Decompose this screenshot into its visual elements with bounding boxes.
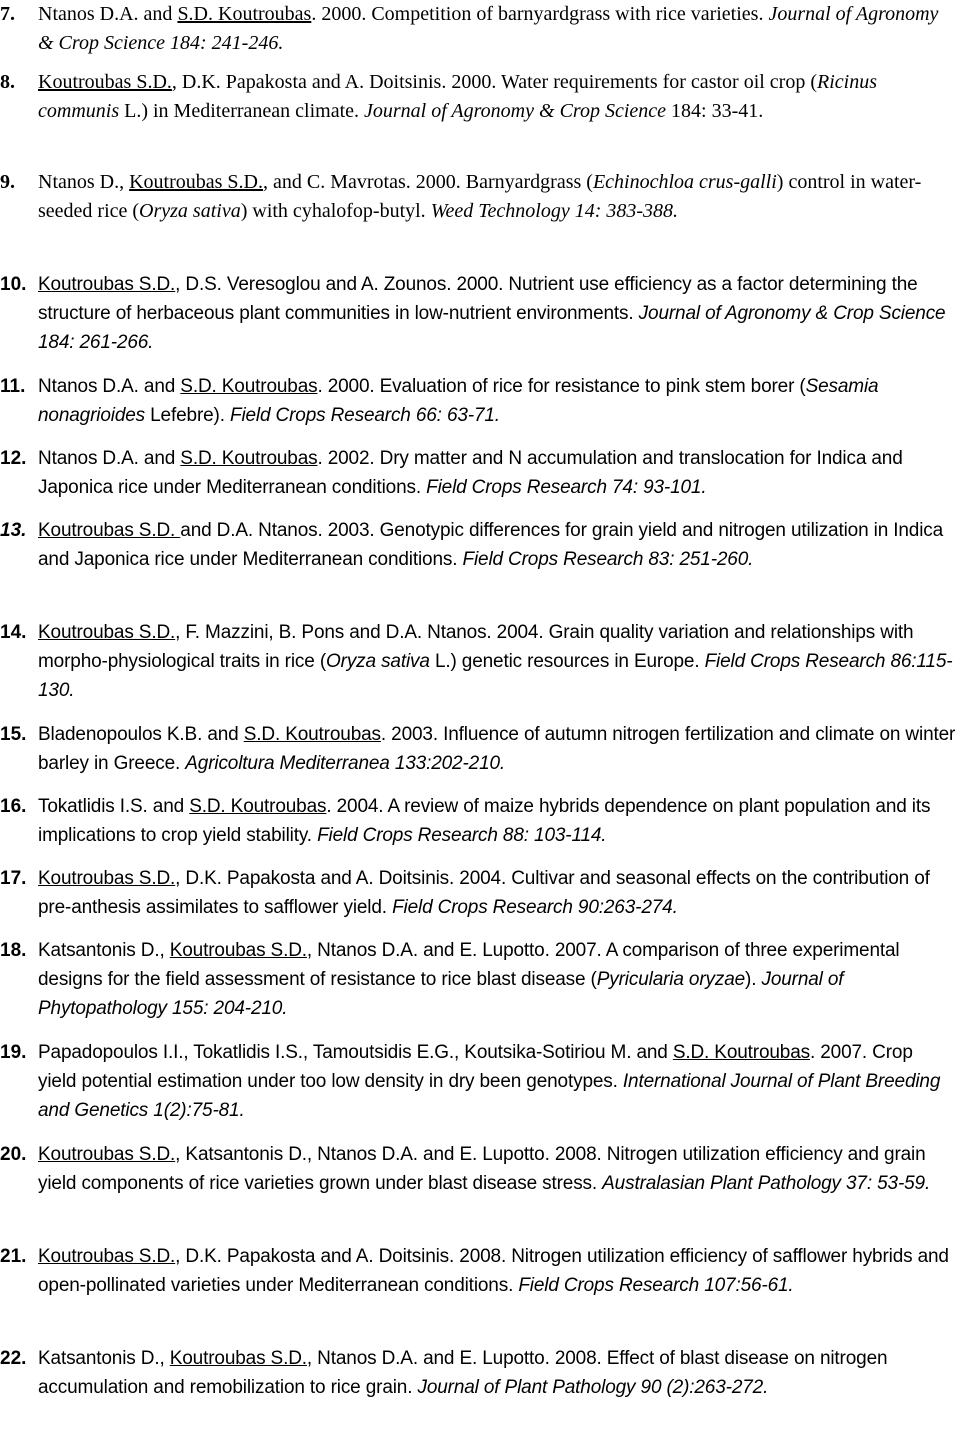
reference-number: 16. xyxy=(0,796,27,817)
italic-text: Oryza sativa xyxy=(326,651,430,672)
italic-text: Journal of Agronomy & Crop Science 184: 241-246. xyxy=(38,3,939,54)
author-name-underlined: Koutroubas S.D. xyxy=(129,171,263,193)
reference-number: 7. xyxy=(0,3,15,25)
reference-number: 19. xyxy=(0,1042,27,1063)
reference-segment: ). xyxy=(745,969,762,990)
author-name-underlined: S.D. Koutroubas xyxy=(177,3,312,25)
reference-segment: L.) genetic resources in Europe. xyxy=(429,651,705,672)
reference-segment: . 2003. Influence of autumn nitrogen fertilization and climate on winter barley in Greece. xyxy=(38,724,956,774)
reference-segment: , D.K. Papakosta and A. Doitsinis. 2008. Nitrogen utilization efficiency of safflower hybrids and open-pollinated varieties under Mediterranean conditions. xyxy=(38,1246,949,1296)
reference-segment: Ntanos D.A. and xyxy=(38,448,181,469)
reference-number: 13. xyxy=(0,520,27,541)
italic-text: Ricinus communis xyxy=(38,71,877,122)
author-name-underlined: Koutroubas S.D. xyxy=(38,1144,176,1165)
reference-segment: . 2004. A review of maize hybrids dependence on plant population and its implications to crop yield stability. xyxy=(38,796,931,846)
author-name-underlined: S.D. Koutroubas xyxy=(180,376,318,397)
reference-text xyxy=(38,516,956,574)
italic-text: Field Crops Research 86:115-130. xyxy=(38,651,953,701)
reference-text xyxy=(38,0,956,58)
author-name-underlined: Koutroubas S.D. xyxy=(169,940,307,961)
author-name-underlined: Koutroubas S.D. xyxy=(169,1348,307,1369)
reference-segment: , and C. Mavrotas. 2000. Barnyardgrass ( xyxy=(263,171,593,193)
reference-segment: Ntanos D., xyxy=(38,171,130,193)
reference-number: 14. xyxy=(0,622,27,643)
reference-segment: Katsantonis D., xyxy=(38,940,170,961)
italic-text: Field Crops Research 74: 93-101. xyxy=(426,477,707,498)
reference-segment: L.) in Mediterranean climate. xyxy=(119,100,365,122)
italic-text: Weed Technology 14: 383-388. xyxy=(430,200,679,222)
reference-segment: Ntanos D.A. and xyxy=(38,3,178,25)
reference-segment: Papadopoulos I.I., Tokatlidis I.S., Tamoutsidis E.G., Koutsika-Sotiriou M. and xyxy=(38,1042,673,1063)
reference-number: 18. xyxy=(0,940,27,961)
reference-number: 21. xyxy=(0,1246,27,1267)
reference-text xyxy=(38,720,956,778)
italic-text: Field Crops Research 90:263-274. xyxy=(392,897,678,918)
reference-segment: . 2000. Competition of barnyardgrass with rice varieties. xyxy=(311,3,769,25)
italic-text: Field Crops Research 88: 103-114. xyxy=(317,825,607,846)
reference-segment: Katsantonis D., xyxy=(38,1348,170,1369)
reference-segment: Ntanos D.A. and xyxy=(38,376,181,397)
italic-text: Echinochloa crus-galli xyxy=(592,171,777,193)
author-name-underlined: S.D. Koutroubas xyxy=(672,1042,810,1063)
reference-text xyxy=(38,1140,956,1198)
author-name-underlined: Koutroubas S.D. xyxy=(38,622,176,643)
italic-text: International Journal of Plant Breeding and Genetics 1(2):75-81. xyxy=(38,1071,941,1121)
reference-segment: , Katsantonis D., Ntanos D.A. and E. Lupotto. 2008. Nitrogen utilization efficiency and grain yield components of rice varieties grown under blast disease stress. xyxy=(38,1144,926,1194)
italic-text: Agricoltura Mediterranea 133:202-210. xyxy=(185,753,506,774)
reference-segment: 184: 33-41. xyxy=(666,100,764,122)
reference-segment: , D.K. Papakosta and A. Doitsinis. 2000. Water requirements for castor oil crop ( xyxy=(171,71,817,93)
italic-text: Journal of Agronomy & Crop Science xyxy=(364,100,667,122)
author-name-underlined: S.D. Koutroubas xyxy=(189,796,327,817)
italic-text: Oryza sativa xyxy=(139,200,241,222)
italic-text: Sesamia nonagrioides xyxy=(38,376,879,426)
italic-text: Journal of Agronomy & Crop Science 184: 261-266. xyxy=(38,303,946,353)
reference-text xyxy=(38,1242,956,1300)
reference-segment: . 2007. Crop yield potential estimation under too low density in dry been genotypes. xyxy=(38,1042,913,1092)
reference-text xyxy=(38,792,956,850)
reference-number: 12. xyxy=(0,448,27,469)
reference-segment: , D.K. Papakosta and A. Doitsinis. 2004. Cultivar and seasonal effects on the contribution of pre-anthesis assimilates to safflower yield. xyxy=(38,868,930,918)
italic-text: Field Crops Research 107:56-61. xyxy=(518,1275,794,1296)
reference-segment: . 2002. Dry matter and N accumulation and translocation for Indica and Japonica rice under Mediterranean conditions. xyxy=(38,448,903,498)
author-name-underlined: Koutroubas S.D. xyxy=(38,520,181,541)
author-name-underlined: Koutroubas S.D. xyxy=(38,868,176,889)
reference-text xyxy=(38,1344,956,1402)
reference-number: 10. xyxy=(0,274,27,295)
reference-number: 8. xyxy=(0,71,15,93)
italic-text: Journal of Phytopathology 155: 204-210. xyxy=(38,969,844,1019)
reference-segment: , Ntanos D.A. and E. Lupotto. 2007. A comparison of three experimental designs for the field assessment of resistance to rice blast disease ( xyxy=(38,940,900,990)
reference-text xyxy=(38,936,956,1023)
reference-segment: and D.A. Ntanos. 2003. Genotypic differences for grain yield and nitrogen utilization in Indica and Japonica rice under Mediterranean conditions. xyxy=(38,520,944,570)
reference-segment: ) with cyhalofop-butyl. xyxy=(240,200,431,222)
reference-text xyxy=(38,1038,956,1125)
italic-text: Australasian Plant Pathology 37: 53-59. xyxy=(602,1173,931,1194)
author-name-underlined: Koutroubas S.D. xyxy=(38,274,176,295)
author-name-underlined: S.D. Koutroubas xyxy=(243,724,381,745)
reference-segment: Lefebre). xyxy=(145,405,230,426)
reference-text xyxy=(38,68,956,126)
reference-number: 22. xyxy=(0,1348,27,1369)
reference-number: 20. xyxy=(0,1144,27,1165)
reference-text xyxy=(38,864,956,922)
reference-segment: ) control in water-seeded rice ( xyxy=(38,171,922,222)
italic-text: Field Crops Research 66: 63-71. xyxy=(229,405,500,426)
reference-segment: , D.S. Veresoglou and A. Zounos. 2000. Nutrient use efficiency as a factor determining the structure of herbaceous plant communities in low-nutrient environments. xyxy=(38,274,918,324)
reference-number: 11. xyxy=(0,376,26,397)
reference-text xyxy=(38,444,956,502)
reference-text xyxy=(38,372,956,430)
reference-number: 15. xyxy=(0,724,27,745)
author-name-underlined: Koutroubas S.D. xyxy=(38,71,172,93)
reference-number: 17. xyxy=(0,868,27,889)
italic-text: Pyricularia oryzae xyxy=(596,969,746,990)
reference-segment: Tokatlidis I.S. and xyxy=(38,796,190,817)
italic-text: Journal of Plant Pathology 90 (2):263-272. xyxy=(417,1377,769,1398)
reference-segment: , F. Mazzini, B. Pons and D.A. Ntanos. 2004. Grain quality variation and relationships with morpho-physiological traits in rice ( xyxy=(38,622,914,672)
reference-segment: Bladenopoulos K.B. and xyxy=(38,724,244,745)
reference-text xyxy=(38,270,956,357)
reference-segment: . 2000. Evaluation of rice for resistance to pink stem borer ( xyxy=(317,376,806,397)
reference-text xyxy=(38,168,956,226)
reference-text xyxy=(38,618,956,705)
reference-segment: , Ntanos D.A. and E. Lupotto. 2008. Effect of blast disease on nitrogen accumulation and remobilization to rice grain. xyxy=(38,1348,888,1398)
reference-number: 9. xyxy=(0,171,15,193)
italic-text: Field Crops Research 83: 251-260. xyxy=(462,549,754,570)
author-name-underlined: Koutroubas S.D. xyxy=(38,1246,176,1267)
author-name-underlined: S.D. Koutroubas xyxy=(180,448,318,469)
